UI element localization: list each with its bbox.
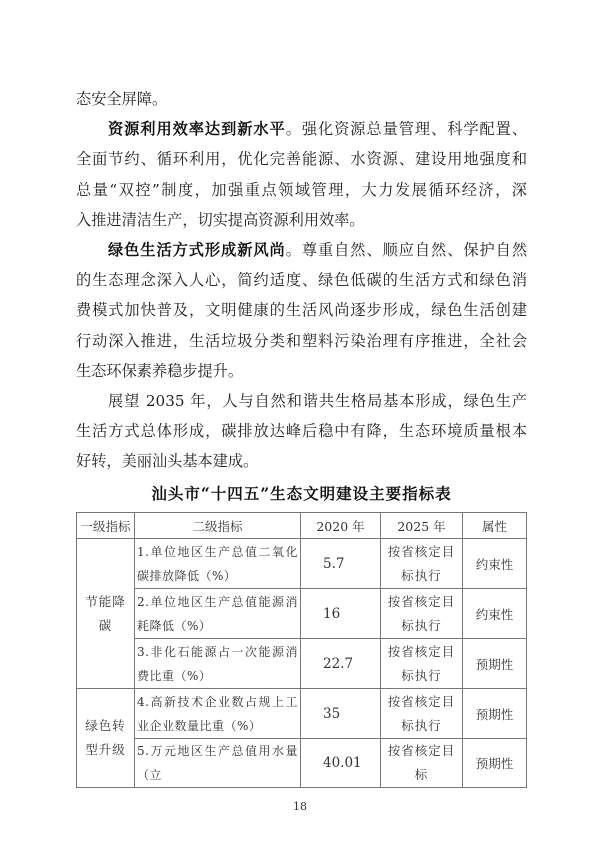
attribute-cell: 预期性	[463, 739, 527, 788]
line-text: 的生态理念深入人心，简约适度、绿色低碳的生活方式和绿色消	[76, 271, 527, 290]
line-text: 行动深入推进，生活垃圾分类和塑料污染治理有序推进，全社会	[76, 331, 527, 350]
indicator-cell: 3.非化石能源占一次能源消费比重（%）	[135, 639, 301, 689]
attribute-cell: 约束性	[463, 589, 527, 639]
text-line	[76, 205, 527, 235]
header-level1: 一级指标	[77, 513, 135, 539]
value-2020: 16	[301, 589, 381, 639]
header-level2: 二级指标	[135, 513, 301, 539]
indicator-cell: 4.高新技术企业数占规上工业企业数量比重（%）	[135, 689, 301, 739]
value-2020: 35	[301, 689, 381, 739]
text-line	[76, 84, 527, 114]
header-2020: 2020 年	[301, 513, 381, 539]
text-line	[76, 386, 527, 416]
table-title: 汕头市“十四五”生态文明建设主要指标表	[151, 484, 452, 503]
indicator-cell: 2.单位地区生产总值能源消耗降低（%）	[135, 589, 301, 639]
line-text: 总量“双控”制度，加强重点领域管理，大力发展循环经济，深	[76, 180, 527, 199]
line-text: 生态环保素养稳步提升。	[76, 361, 244, 380]
line-text: 展望 2035 年，人与自然和谐共生格局基本形成，绿色生产	[108, 391, 527, 410]
line-text: 入推进清洁生产，切实提高资源利用效率。	[76, 210, 365, 229]
table-row	[77, 639, 527, 689]
value-2025: 按省核定目标执行	[381, 689, 463, 739]
group-cell: 节能降碳	[77, 539, 135, 689]
value-2025: 按省核定目标执行	[381, 539, 463, 589]
table-row	[77, 539, 527, 589]
text-line	[76, 265, 527, 295]
line-text: 费模式加快普及，文明健康的生活风尚逐步形成，绿色生活创建	[76, 301, 527, 320]
line-text: 。强化资源总量管理、科学配置、	[285, 120, 528, 139]
text-line	[76, 416, 527, 446]
header-2025: 2025 年	[381, 513, 463, 539]
group-cell: 绿色转型升级	[77, 689, 135, 788]
value-2020: 22.7	[301, 639, 381, 689]
line-text: 生活方式总体形成，碳排放达峰后稳中有降，生态环境质量根本	[76, 422, 527, 441]
text-line	[76, 326, 527, 356]
attribute-cell: 预期性	[463, 689, 527, 739]
line-text: 态安全屏障。	[76, 90, 168, 108]
paragraph-heading: 资源利用效率达到新水平	[108, 120, 286, 139]
text-line	[76, 175, 527, 205]
text-line	[76, 446, 527, 476]
table-row	[77, 589, 527, 639]
indicator-table	[76, 512, 527, 788]
attribute-cell: 约束性	[463, 539, 527, 589]
table-header-row	[77, 513, 527, 539]
value-2025: 按省核定目标	[381, 739, 463, 788]
line-text: 。尊重自然、顺应自然、保护自然	[285, 240, 528, 259]
paragraph-heading: 绿色生活方式形成新风尚	[108, 240, 286, 259]
text-line	[76, 235, 527, 265]
body-text	[76, 84, 527, 476]
value-2025: 按省核定目标执行	[381, 589, 463, 639]
text-line	[76, 356, 527, 386]
text-line	[76, 144, 527, 174]
value-2025: 按省核定目标执行	[381, 639, 463, 689]
table-row	[77, 739, 527, 788]
indicator-cell: 5.万元地区生产总值用水量（立	[135, 739, 301, 788]
page-number: 18	[293, 800, 307, 813]
text-line	[76, 295, 527, 325]
indicator-cell: 1.单位地区生产总值二氧化碳排放降低（%）	[135, 539, 301, 589]
line-text: 好转，美丽汕头基本建成。	[76, 452, 259, 471]
value-2020: 40.01	[301, 739, 381, 788]
line-text: 全面节约、循环利用，优化完善能源、水资源、建设用地强度和	[76, 150, 527, 169]
attribute-cell: 预期性	[463, 639, 527, 689]
value-2020: 5.7	[301, 539, 381, 589]
text-line	[76, 114, 527, 144]
header-attribute: 属性	[463, 513, 527, 539]
table-row	[77, 689, 527, 739]
